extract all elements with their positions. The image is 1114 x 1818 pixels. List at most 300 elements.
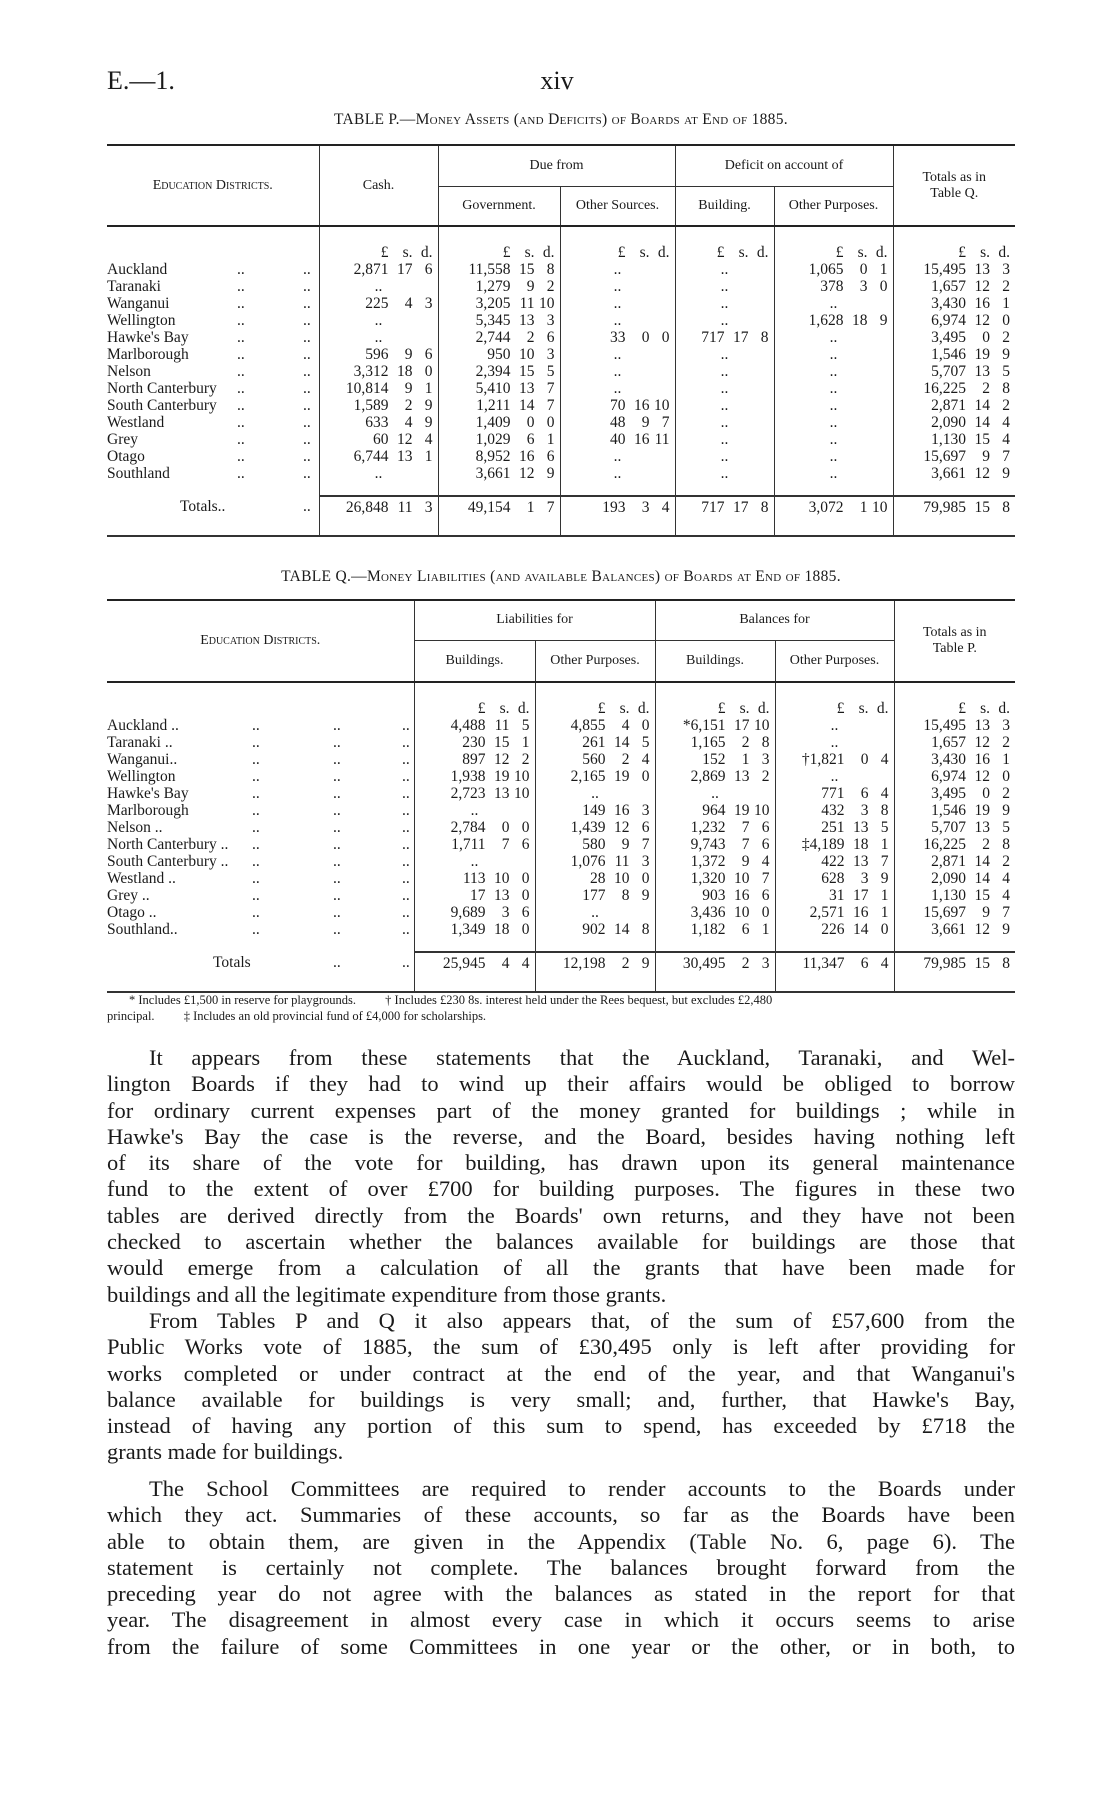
money-cell bbox=[894, 717, 1015, 734]
shillings: 12 bbox=[974, 921, 991, 938]
pence: 6 bbox=[521, 904, 530, 921]
shillings: 15 bbox=[974, 499, 991, 516]
footnote-dagger: † Includes £230 8s. interest held under the Rees bequest, but excludes £2,480 bbox=[385, 993, 773, 1007]
pounds: 1,409 bbox=[475, 414, 511, 431]
district-cell bbox=[107, 921, 414, 938]
pence: 7 bbox=[546, 397, 555, 414]
amount bbox=[536, 921, 655, 938]
text-line: It appears from these statements that the Auckland, Taranaki, and Wel- bbox=[149, 1045, 1015, 1070]
paragraph-1 bbox=[107, 1045, 1015, 1308]
money-cell bbox=[535, 768, 655, 785]
empty-value: .. bbox=[470, 802, 479, 819]
shillings: 12 bbox=[614, 819, 630, 836]
pence: 1 bbox=[424, 380, 433, 397]
shillings: 12 bbox=[519, 465, 535, 482]
shillings: 13 bbox=[734, 768, 750, 785]
shillings: 0 bbox=[526, 414, 535, 431]
pound-sign: £ bbox=[836, 700, 845, 717]
leader-dots: .. bbox=[402, 785, 410, 802]
district-name: Grey .. bbox=[107, 887, 150, 904]
money-cell bbox=[319, 346, 438, 363]
pounds: 26,848 bbox=[345, 499, 389, 516]
pounds: 11,347 bbox=[802, 955, 845, 972]
shillings: 16 bbox=[519, 448, 535, 465]
pounds: 15,697 bbox=[923, 904, 967, 921]
shillings: 0 bbox=[982, 329, 991, 346]
pounds: 1,938 bbox=[450, 768, 486, 785]
amount bbox=[320, 414, 438, 431]
spacer-cell bbox=[655, 938, 775, 952]
district-cell bbox=[107, 278, 319, 295]
header-liabilities: Liabilities for bbox=[414, 600, 655, 640]
amount bbox=[415, 953, 535, 975]
money-cell bbox=[675, 465, 774, 482]
text-line: checked to ascertain whether the balances available for buildings are those that bbox=[107, 1229, 1015, 1255]
shillings: 18 bbox=[494, 921, 510, 938]
pence: 2 bbox=[521, 751, 530, 768]
money-cell bbox=[775, 819, 894, 836]
money-cell bbox=[775, 904, 894, 921]
empty-value: .. bbox=[720, 397, 729, 414]
leader-dots: .. bbox=[237, 346, 245, 363]
money-cell bbox=[414, 887, 535, 904]
pounds: 6,974 bbox=[931, 312, 967, 329]
shillings: 13 bbox=[519, 380, 535, 397]
shillings: 12 bbox=[397, 431, 413, 448]
district-name: Westland .. bbox=[107, 870, 176, 887]
shillings: 16 bbox=[734, 887, 750, 904]
pounds: 628 bbox=[821, 870, 845, 887]
amount bbox=[895, 768, 1016, 785]
shillings: 16 bbox=[634, 397, 650, 414]
table-row bbox=[107, 853, 1015, 870]
pounds: 902 bbox=[582, 921, 606, 938]
header-totals: Totals as in Table Q. bbox=[893, 145, 1015, 226]
shillings: 7 bbox=[741, 819, 750, 836]
amount bbox=[561, 414, 675, 431]
pence: 4 bbox=[424, 431, 433, 448]
pence-sign: d. bbox=[657, 244, 670, 261]
pence: 6 bbox=[761, 836, 770, 853]
pence: 2 bbox=[1002, 853, 1011, 870]
units bbox=[439, 244, 560, 261]
shillings: 17 bbox=[734, 717, 750, 734]
amount bbox=[415, 751, 535, 768]
empty-value: .. bbox=[720, 295, 729, 312]
table-p-title bbox=[107, 111, 1015, 129]
pence: 0 bbox=[641, 768, 650, 785]
units bbox=[415, 700, 535, 717]
pence: 8 bbox=[760, 499, 769, 516]
leader-dots: .. bbox=[333, 734, 341, 751]
money-cell bbox=[655, 853, 775, 870]
money-cell bbox=[319, 448, 438, 465]
amount bbox=[415, 717, 535, 734]
shillings: 19 bbox=[734, 802, 750, 819]
amount bbox=[894, 497, 1016, 519]
pounds: 6,974 bbox=[931, 768, 967, 785]
leader-dots: .. bbox=[303, 329, 311, 346]
amount bbox=[776, 819, 894, 836]
shillings: 15 bbox=[519, 363, 535, 380]
pounds: 3,661 bbox=[931, 465, 967, 482]
amount bbox=[895, 802, 1016, 819]
district-name: Taranaki .. bbox=[107, 734, 173, 751]
pence: 4 bbox=[880, 955, 889, 972]
shilling-sign: s. bbox=[858, 700, 869, 717]
amount bbox=[894, 278, 1016, 295]
shillings: 18 bbox=[853, 836, 869, 853]
amount bbox=[776, 802, 894, 819]
leader-dots: .. bbox=[237, 380, 245, 397]
pounds: 251 bbox=[821, 819, 845, 836]
header-other-purposes: Other Purposes. bbox=[774, 186, 893, 226]
money-cell bbox=[438, 346, 560, 363]
shillings: 9 bbox=[404, 380, 413, 397]
shillings: 3 bbox=[641, 499, 650, 516]
pence: 9 bbox=[424, 414, 433, 431]
money-cell bbox=[675, 380, 774, 397]
pounds: 5,345 bbox=[475, 312, 511, 329]
amount bbox=[415, 785, 535, 802]
pence: 9 bbox=[880, 870, 889, 887]
pounds: 1,628 bbox=[808, 312, 844, 329]
amount bbox=[776, 836, 894, 853]
shillings: 3 bbox=[860, 802, 869, 819]
district-cell bbox=[107, 836, 414, 853]
shillings: 12 bbox=[974, 465, 991, 482]
district-cell bbox=[107, 346, 319, 363]
money-cell bbox=[894, 802, 1015, 819]
pounds: 422 bbox=[821, 853, 845, 870]
money-cell bbox=[775, 853, 894, 870]
pence: 11 bbox=[654, 431, 670, 448]
spacer-cell bbox=[675, 226, 774, 244]
table-row bbox=[107, 414, 1015, 431]
money-cell bbox=[560, 363, 675, 380]
text-line: able to obtain them, are given in the Appendix (Table No. 6, page 6). The bbox=[107, 1528, 1015, 1554]
pounds: 1,657 bbox=[931, 278, 967, 295]
spacer-cell bbox=[560, 519, 675, 536]
shillings: 16 bbox=[614, 802, 630, 819]
district-name: Taranaki bbox=[107, 278, 161, 295]
pounds: 177 bbox=[582, 887, 606, 904]
amount bbox=[536, 953, 655, 975]
pence: 1 bbox=[1002, 751, 1011, 768]
shillings: 6 bbox=[741, 921, 750, 938]
paragraph-2 bbox=[107, 1308, 1015, 1466]
leader-dots: .. bbox=[402, 768, 410, 785]
leader-dots: .. bbox=[237, 431, 245, 448]
shillings: 10 bbox=[734, 904, 750, 921]
money-cell bbox=[414, 819, 535, 836]
money-cell bbox=[438, 448, 560, 465]
header-government: Government. bbox=[438, 186, 560, 226]
shillings: 2 bbox=[404, 397, 413, 414]
empty-value: .. bbox=[720, 261, 729, 278]
pounds: 15,495 bbox=[923, 261, 967, 278]
pence: 4 bbox=[1002, 887, 1011, 904]
amount bbox=[415, 768, 535, 785]
shillings: 10 bbox=[519, 346, 535, 363]
district-cell bbox=[107, 952, 414, 975]
pounds: 2,090 bbox=[931, 414, 967, 431]
money-cell bbox=[414, 921, 535, 938]
pounds: 16,225 bbox=[923, 836, 967, 853]
spacer-cell bbox=[535, 682, 655, 700]
amount bbox=[439, 414, 560, 431]
pounds: 16,225 bbox=[923, 380, 967, 397]
district-name: Wanganui bbox=[107, 295, 170, 312]
leader-dots: .. bbox=[303, 414, 311, 431]
spacer-row bbox=[107, 482, 1015, 496]
pence: 6 bbox=[761, 819, 770, 836]
shilling-sign: s. bbox=[402, 244, 413, 261]
leader-dots: .. bbox=[402, 734, 410, 751]
table-row bbox=[107, 261, 1015, 278]
leader-dots: .. bbox=[333, 954, 341, 971]
shilling-sign: s. bbox=[639, 244, 650, 261]
shillings: 12 bbox=[494, 751, 510, 768]
amount bbox=[894, 261, 1016, 278]
district-name: Wanganui.. bbox=[107, 751, 178, 768]
pence: 3 bbox=[424, 295, 433, 312]
amount bbox=[895, 717, 1016, 734]
empty-value: .. bbox=[720, 465, 729, 482]
pence: 4 bbox=[641, 751, 650, 768]
pence: 10 bbox=[514, 785, 530, 802]
pounds: 149 bbox=[582, 802, 606, 819]
units bbox=[320, 244, 438, 261]
leader-dots: .. bbox=[237, 312, 245, 329]
leader-dots: .. bbox=[237, 414, 245, 431]
empty-value: .. bbox=[720, 431, 729, 448]
leader-dots: .. bbox=[252, 785, 260, 802]
footnote-star: * Includes £1,500 in reserve for playgrounds. bbox=[129, 993, 357, 1007]
pounds: 5,410 bbox=[475, 380, 511, 397]
pence: 5 bbox=[641, 734, 650, 751]
amount bbox=[895, 836, 1016, 853]
units-cell bbox=[319, 244, 438, 261]
money-cell bbox=[893, 346, 1015, 363]
money-cell bbox=[560, 431, 675, 448]
table-row bbox=[107, 836, 1015, 853]
pence: 9 bbox=[879, 312, 888, 329]
pence: 8 bbox=[641, 921, 650, 938]
leader-dots: .. bbox=[252, 751, 260, 768]
pence: 10 bbox=[872, 499, 888, 516]
amount bbox=[895, 904, 1016, 921]
money-cell bbox=[675, 496, 774, 519]
spacer-cell bbox=[107, 482, 319, 496]
leader-dots: .. bbox=[402, 887, 410, 904]
money-cell bbox=[414, 785, 535, 802]
district-cell bbox=[107, 887, 414, 904]
pence: 4 bbox=[661, 499, 670, 516]
header-bal-buildings: Buildings. bbox=[655, 640, 775, 682]
empty-value: .. bbox=[613, 346, 622, 363]
footnote-dagger-cont: principal. bbox=[107, 1009, 155, 1023]
pence: 8 bbox=[546, 261, 555, 278]
leader-dots: .. bbox=[252, 734, 260, 751]
shillings: 12 bbox=[974, 768, 991, 785]
amount bbox=[536, 751, 655, 768]
shillings: 15 bbox=[494, 734, 510, 751]
pounds: *6,151 bbox=[682, 717, 726, 734]
leader-dots: .. bbox=[402, 870, 410, 887]
amount bbox=[775, 312, 893, 329]
pence-sign: d. bbox=[420, 244, 433, 261]
district-cell bbox=[107, 363, 319, 380]
pounds: 60 bbox=[373, 431, 389, 448]
pounds: 4,488 bbox=[450, 717, 486, 734]
leader-dots: .. bbox=[333, 853, 341, 870]
pence: 0 bbox=[641, 717, 650, 734]
empty-value: .. bbox=[829, 414, 838, 431]
table-row bbox=[107, 329, 1015, 346]
money-cell bbox=[675, 397, 774, 414]
pounds: 31 bbox=[829, 887, 845, 904]
pounds: 2,871 bbox=[353, 261, 389, 278]
spacer-cell bbox=[775, 975, 894, 992]
amount bbox=[439, 346, 560, 363]
pence: 7 bbox=[1002, 904, 1011, 921]
amount bbox=[776, 853, 894, 870]
money-cell bbox=[438, 380, 560, 397]
leader-dots: .. bbox=[252, 717, 260, 734]
empty-value: .. bbox=[720, 380, 729, 397]
pounds: 3,495 bbox=[931, 785, 967, 802]
shillings: 15 bbox=[519, 261, 535, 278]
shillings: 4 bbox=[501, 955, 510, 972]
amount bbox=[320, 397, 438, 414]
money-cell bbox=[894, 887, 1015, 904]
pence: 0 bbox=[1002, 312, 1011, 329]
amount bbox=[320, 295, 438, 312]
amount bbox=[415, 887, 535, 904]
pence: 0 bbox=[546, 414, 555, 431]
header-districts: Education Districts. bbox=[152, 177, 273, 193]
shilling-sign: s. bbox=[980, 700, 991, 717]
money-cell bbox=[775, 802, 894, 819]
pence: 3 bbox=[546, 346, 555, 363]
footnote-line-2 bbox=[107, 1008, 1015, 1024]
leader-dots: .. bbox=[252, 870, 260, 887]
leader-dots: .. bbox=[237, 448, 245, 465]
pounds: 1,029 bbox=[475, 431, 511, 448]
shillings: 8 bbox=[621, 887, 630, 904]
pence: 9 bbox=[546, 465, 555, 482]
pounds: 15,697 bbox=[923, 448, 967, 465]
money-cell bbox=[319, 397, 438, 414]
pence: 5 bbox=[1002, 363, 1011, 380]
spacer-cell bbox=[774, 519, 893, 536]
table-p-body bbox=[107, 226, 1015, 536]
district-cell bbox=[107, 853, 414, 870]
empty-value: .. bbox=[613, 312, 622, 329]
pence: 3 bbox=[546, 312, 555, 329]
money-cell bbox=[414, 751, 535, 768]
amount bbox=[894, 329, 1016, 346]
money-cell bbox=[894, 734, 1015, 751]
money-cell bbox=[438, 414, 560, 431]
leader-dots: .. bbox=[237, 465, 245, 482]
money-cell bbox=[893, 496, 1015, 519]
pence: 4 bbox=[1002, 414, 1011, 431]
totals-row bbox=[107, 496, 1015, 519]
shillings: 14 bbox=[974, 397, 991, 414]
leader-dots: .. bbox=[237, 295, 245, 312]
money-cell bbox=[774, 261, 893, 278]
pounds: 1,439 bbox=[570, 819, 606, 836]
amount bbox=[536, 768, 655, 785]
pence: 0 bbox=[661, 329, 670, 346]
spacer-cell bbox=[774, 482, 893, 496]
spacer-cell bbox=[414, 975, 535, 992]
pounds: 2,871 bbox=[931, 397, 967, 414]
district-cell bbox=[107, 397, 319, 414]
money-cell bbox=[675, 261, 774, 278]
pence: 3 bbox=[1002, 717, 1011, 734]
money-cell bbox=[894, 952, 1015, 975]
units-cell bbox=[894, 700, 1015, 717]
amount bbox=[894, 465, 1016, 482]
shillings: 13 bbox=[974, 717, 991, 734]
pounds: 3,436 bbox=[690, 904, 726, 921]
pence: 6 bbox=[641, 819, 650, 836]
shillings: 7 bbox=[741, 836, 750, 853]
pounds: 1,165 bbox=[690, 734, 726, 751]
money-cell bbox=[560, 261, 675, 278]
money-cell bbox=[774, 346, 893, 363]
amount bbox=[656, 734, 775, 751]
units bbox=[894, 244, 1016, 261]
pence: 2 bbox=[1002, 734, 1011, 751]
pence: 8 bbox=[1002, 836, 1011, 853]
pence: 0 bbox=[521, 870, 530, 887]
amount bbox=[561, 397, 675, 414]
pounds: 633 bbox=[365, 414, 389, 431]
pence-sign: d. bbox=[998, 244, 1011, 261]
amount bbox=[894, 346, 1016, 363]
money-cell bbox=[893, 295, 1015, 312]
district-name: Marlborough bbox=[107, 346, 189, 363]
amount bbox=[439, 397, 560, 414]
pounds: 1,065 bbox=[808, 261, 844, 278]
leader-dots: .. bbox=[303, 295, 311, 312]
pence-sign: d. bbox=[517, 700, 530, 717]
amount bbox=[656, 836, 775, 853]
shillings: 7 bbox=[501, 836, 510, 853]
header-bal-other: Other Purposes. bbox=[775, 640, 894, 682]
pence: 10 bbox=[514, 768, 530, 785]
amount bbox=[536, 870, 655, 887]
totals-label: Totals.. bbox=[180, 498, 226, 515]
table-row bbox=[107, 363, 1015, 380]
leader-dots: .. bbox=[303, 465, 311, 482]
pounds: 2,723 bbox=[450, 785, 486, 802]
amount bbox=[894, 448, 1016, 465]
money-cell bbox=[893, 363, 1015, 380]
pence: 3 bbox=[1002, 261, 1011, 278]
pence: 10 bbox=[539, 295, 555, 312]
money-cell bbox=[893, 414, 1015, 431]
leader-dots: .. bbox=[402, 921, 410, 938]
leader-dots: .. bbox=[252, 887, 260, 904]
shillings: 17 bbox=[397, 261, 413, 278]
pence: 4 bbox=[521, 955, 530, 972]
shillings: 14 bbox=[614, 921, 630, 938]
